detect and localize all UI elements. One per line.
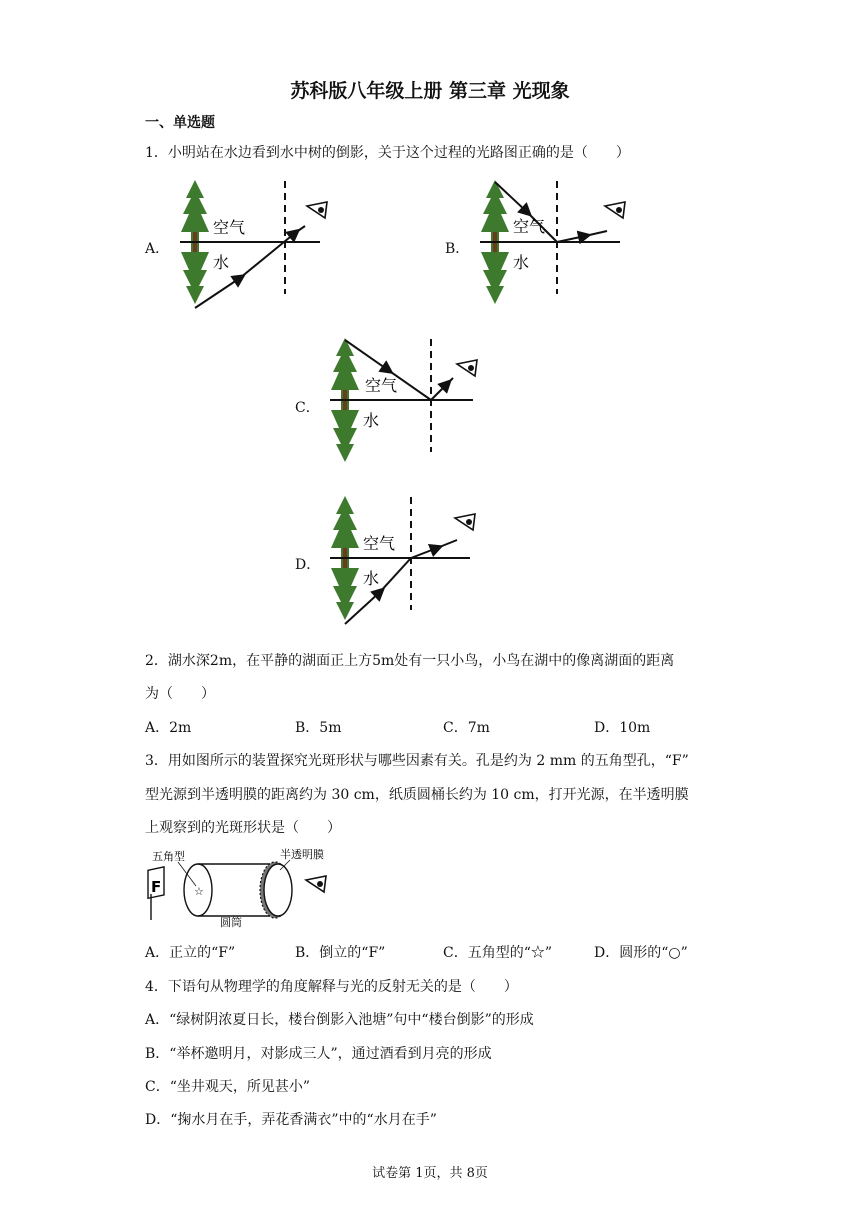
q4-option-a: A．“绿树阴浓夏日长，楼台倒影入池塘”句中“楼台倒影”的形成 xyxy=(145,1012,534,1028)
tree-reflection-icon xyxy=(481,242,509,304)
q3-apparatus-figure xyxy=(140,846,340,928)
tree-reflection-icon xyxy=(331,558,359,620)
q4-option-b: B．“举杯邀明月，对影成三人”，通过酒看到月亮的形成 xyxy=(145,1046,492,1062)
tree-icon xyxy=(481,180,509,242)
q2-option-d: D．10m xyxy=(594,720,651,736)
q1-diagram-b xyxy=(475,176,635,312)
q3-stem-line3: 上观察到的光斑形状是（ ） xyxy=(145,820,341,836)
air-label: 空气 xyxy=(363,534,396,553)
tree-icon xyxy=(181,180,209,242)
water-label: 水 xyxy=(363,569,380,588)
star-hole-label: 五角型 xyxy=(152,850,185,863)
q1-diagram-a xyxy=(175,176,335,312)
q1-option-a-label: A． xyxy=(145,241,170,257)
q1-diagram-c xyxy=(325,334,485,470)
air-label: 空气 xyxy=(513,217,546,236)
tube-label: 圆筒 xyxy=(220,916,242,928)
q1-option-d-label: D． xyxy=(295,557,321,573)
q3-stem-line2: 型光源到半透明膜的距离约为 30 cm，纸质圆桶长约为 10 cm，打开光源，在半透明膜 xyxy=(145,787,689,803)
q2-stem-line1: 2．湖水深2m，在平静的湖面正上方5m处有一只小鸟，小鸟在湖中的像离湖面的距离 xyxy=(145,653,675,669)
air-label: 空气 xyxy=(365,376,398,395)
water-label: 水 xyxy=(363,411,380,430)
eye-icon xyxy=(306,876,326,892)
q2-option-b: B．5m xyxy=(295,720,342,736)
q1-option-c-label: C． xyxy=(295,400,320,416)
q3-option-a: A．正立的“F” xyxy=(145,945,236,961)
air-label: 空气 xyxy=(213,218,246,237)
eye-icon xyxy=(307,202,327,218)
q3-option-c: C．五角型的“☆” xyxy=(443,945,553,961)
membrane-label: 半透明膜 xyxy=(280,848,324,861)
q3-option-d: D．圆形的“○” xyxy=(594,945,688,961)
eye-icon xyxy=(455,514,475,530)
q3-option-b: B．倒立的“F” xyxy=(295,945,386,961)
q4-option-d: D．“掬水月在手，弄花香满衣”中的“水月在手” xyxy=(145,1112,437,1128)
page-title: 苏科版八年级上册 第三章 光现象 xyxy=(290,80,570,102)
eye-icon xyxy=(605,202,625,218)
q2-stem-line2: 为（ ） xyxy=(145,686,215,702)
q2-option-a: A．2m xyxy=(145,720,192,736)
page-footer: 试卷第 1页，共 8页 xyxy=(372,1166,488,1181)
q2-option-c: C．7m xyxy=(443,720,490,736)
section-heading: 一、单选题 xyxy=(145,115,215,131)
tree-reflection-icon xyxy=(181,242,209,304)
tree-reflection-icon xyxy=(331,400,359,462)
q3-stem-line1: 3．用如图所示的装置探究光斑形状与哪些因素有关。孔是约为 2 mm 的五角型孔，“F” xyxy=(145,753,689,769)
tree-icon xyxy=(331,496,359,558)
water-label: 水 xyxy=(213,253,230,272)
q4-stem: 4．下语句从物理学的角度解释与光的反射无关的是（ ） xyxy=(145,979,518,995)
eye-icon xyxy=(457,360,477,376)
q4-option-c: C．“坐井观天，所见甚小” xyxy=(145,1079,311,1095)
water-label: 水 xyxy=(513,253,530,272)
q1-stem: 1．小明站在水边看到水中树的倒影，关于这个过程的光路图正确的是（ ） xyxy=(145,145,630,161)
f-source-label: F xyxy=(151,878,162,896)
star-hole-icon: ☆ xyxy=(194,885,204,898)
q1-option-b-label: B． xyxy=(445,241,470,257)
q1-diagram-d xyxy=(325,492,485,628)
